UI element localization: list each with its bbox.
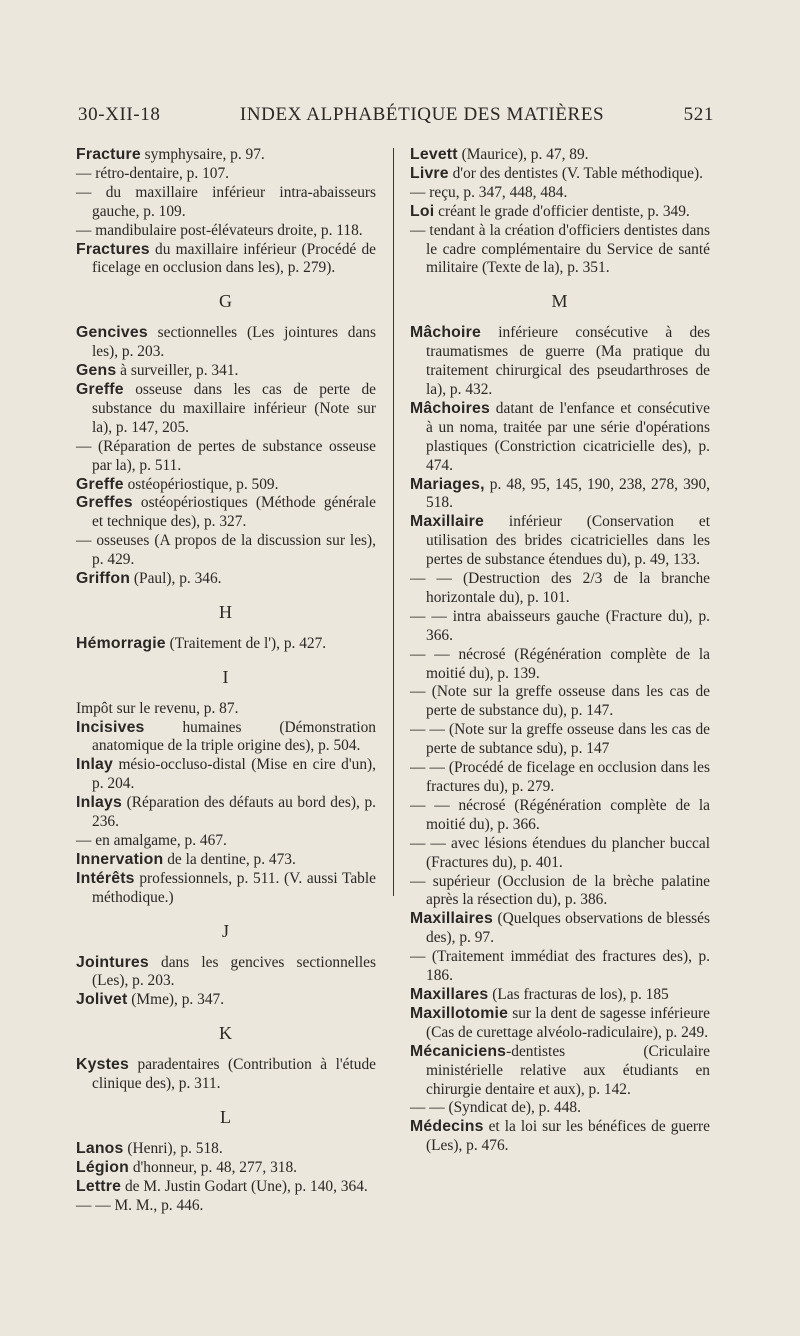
index-entry [410,646,710,684]
entry-headword: Jolivet [76,991,128,1009]
entry-text: — en amalgame, p. 467. [76,832,227,849]
section-letter: I [222,666,230,687]
index-entry [410,1099,710,1118]
entry-text: paradentaires (Contribution à l'étude clinique des), p. 311. [92,1056,376,1093]
index-entry [410,721,710,759]
index-entry [410,400,710,476]
index-entry [76,241,376,279]
index-entry [76,954,376,992]
entry-headword: Fractures [76,240,150,258]
index-entry [410,222,710,279]
entry-text: inférieur (Conservation et utilisation des brides cicatricielles dans les pertes de substance étendues du), p. 49, 133. [426,513,710,569]
entry-text: — — nécrosé (Régénération complète de la moitié du), p. 366. [410,796,710,833]
index-entry [76,1056,376,1094]
index-entry [410,910,710,948]
entry-text: à surveiller, p. 341. [116,362,239,380]
entry-headword: Gens [76,362,117,380]
entry-text: ostéopériostiques (Méthode générale et technique des), p. 327. [92,494,376,531]
entry-headword: Inlay [76,756,113,774]
index-entry [76,635,376,654]
entry-text: du maxillaire inférieur (Procédé de ficelage en occlusion dans les), p. 279). [92,240,376,277]
entry-headword: Mâchoires [410,399,490,417]
index-entry [76,570,376,589]
entry-headword: Gencives [76,324,148,342]
index-entry [76,438,376,476]
section-letter: G [219,291,233,312]
entry-text: mésio-occluso-distal (Mise en cire d'un), p. 204. [92,756,376,793]
entry-headword: Kystes [76,1056,130,1074]
index-entry [410,570,710,608]
index-entry [410,608,710,646]
index-entry [410,203,710,222]
entry-text: — (Réparation de pertes de substance osseuse par la), p. 511. [76,437,376,474]
index-entry [410,1118,710,1156]
index-entry [410,948,710,986]
entry-text: symphysaire, p. 97. [140,146,265,163]
entry-text: — du maxillaire inférieur intra-abaisseurs gauche, p. 109. [76,183,376,220]
index-entry [76,719,376,757]
entry-text: — (Traitement immédiat des fractures des), p. 186. [410,948,710,985]
entry-headword: Lettre [76,1177,122,1195]
section-letter: J [221,920,230,941]
index-entry [410,835,710,873]
entry-text: — (Note sur la greffe osseuse dans les cas de perte de substance du), p. 147. [410,683,710,720]
right-column [410,146,710,1156]
section-letter: K [219,1023,233,1044]
index-entry [410,165,710,184]
entry-text: d'or des dentistes (V. Table méthodique). [448,164,703,182]
entry-text: — reçu, p. 347, 448, 484. [410,183,568,201]
section-letter: M [551,291,569,312]
entry-text: — — (Destruction des 2/3 de la branche horizontale du), p. 101. [410,570,710,606]
index-entry [410,324,710,400]
entry-text: datant de l'enfance et consécutive à un noma, traitée par une série d'opérations plastiques (Constriction cicatricielle des), p. 474. [426,399,710,474]
page-number: 521 [683,104,714,125]
entry-text: (Réparation des défauts au bord des), p. 236. [92,794,376,831]
entry-headword: Mécaniciens [410,1042,507,1060]
entry-headword: Greffes [76,494,133,512]
entry-headword: Inlays [76,794,122,812]
index-entry [76,476,376,495]
index-entry [76,494,376,532]
entry-headword: Levett [410,146,458,163]
index-entry [76,991,376,1010]
entry-text: Impôt sur le revenu, p. 87. [76,699,239,717]
index-entry [76,870,376,908]
index-entry [410,184,710,203]
entry-text: humaines (Démonstration anatomique de la triple origine des), p. 504. [92,718,376,755]
entry-text: — — (Syndicat de), p. 448. [410,1099,581,1117]
entry-text: ostéopériostique, p. 509. [123,475,279,493]
entry-headword: Mariages, [410,475,485,493]
entry-headword: Maxillares [410,985,489,1003]
entry-text: d'honneur, p. 48, 277, 318. [128,1158,298,1176]
index-entry [410,797,710,835]
entry-text: — rétro-dentaire, p. 107. [76,164,229,182]
entry-text: créant le grade d'officier dentiste, p. 349. [434,202,690,220]
entry-text: — — intra abaisseurs gauche (Fracture du), p. 366. [410,607,710,644]
entry-headword: Maxillotomie [410,1004,509,1022]
index-entry [76,700,376,719]
entry-text: de la dentine, p. 473. [163,850,296,868]
index-entry [76,832,376,851]
index-entry [410,986,710,1005]
left-column [76,146,376,1216]
index-entry [410,873,710,911]
index-entry [76,1197,376,1216]
entry-headword: Innervation [76,850,164,868]
entry-headword: Légion [76,1158,129,1176]
entry-headword: Greffe [76,380,124,398]
entry-text: (Paul), p. 346. [130,570,222,588]
entry-text: — osseuses (A propos de la discussion sur les), p. 429. [76,532,376,569]
entry-headword: Maxillaires [410,910,493,928]
entry-text: p. 48, 95, 145, 190, 238, 278, 390, 518. [426,475,710,512]
entry-text: — — M. M., p. 446. [76,1196,204,1214]
entry-headword: Maxillaire [410,513,485,531]
entry-text: — mandibulaire post-élévateurs droite, p. 118. [76,221,363,239]
index-entry [76,851,376,870]
index-entry [410,683,710,721]
entry-headword: Incisives [76,718,145,736]
entry-text: (Quelques observations de blessés des), p. 97. [426,910,710,947]
entry-text: (Henri), p. 518. [123,1139,223,1157]
header-date: 30-XII-18 [78,104,161,125]
index-entry [76,324,376,362]
index-entry [76,165,376,184]
entry-text: — — nécrosé (Régénération complète de la moitié du), p. 139. [410,645,710,682]
entry-headword: Jointures [76,953,149,971]
entry-text: — — avec lésions étendues du plancher buccal (Fractures du), p. 401. [410,834,710,871]
entry-text: dans les gencives sectionnelles (Les), p. 203. [92,953,376,990]
index-entry [76,362,376,381]
index-entry [76,532,376,570]
index-entry [410,1005,710,1043]
entry-text: et la loi sur les bénéfices de guerre (Les), p. 476. [426,1118,710,1155]
index-entry [76,381,376,438]
entry-headword: Lanos [76,1139,124,1157]
index-entry [410,513,710,570]
section-letter: L [220,1106,232,1127]
index-entry [76,1178,376,1197]
entry-headword: Mâchoire [410,324,481,342]
section-letter: H [219,601,233,622]
index-entry [410,759,710,797]
entry-text: sur la dent de sagesse inférieure (Cas de curettage alvéolo-radiculaire), p. 249. [426,1004,710,1041]
entry-headword: Loi [410,202,435,220]
entry-text: inférieure consécutive à des traumatismes de guerre (Ma pratique du traitement chirurgical des pseudarthroses de la), p. 432. [426,324,710,398]
entry-headword: Médecins [410,1118,484,1136]
entry-text: (Traitement de l'), p. 427. [165,634,327,652]
entry-text: -dentistes (Criculaire ministérielle relative aux étudiants en chirurgie dentaire et aux), p. 142. [426,1042,710,1098]
index-entry [76,1140,376,1159]
index-entry [410,476,710,514]
entry-headword: Intérêts [76,869,135,887]
entry-text: (Mme), p. 347. [127,991,225,1009]
header-title: INDEX ALPHABÉTIQUE DES MATIÈRES [239,104,605,125]
entry-text: professionnels, p. 511. (V. aussi Table méthodique.) [92,869,376,906]
index-entry [76,222,376,241]
entry-headword: Griffon [76,570,131,588]
entry-headword: Fracture [76,146,141,163]
column-divider [393,148,394,896]
entry-text: (Las fracturas de los), p. 185 [488,985,669,1003]
entry-text: — — (Procédé de ficelage en occlusion dans les fractures du), p. 279. [410,759,710,795]
entry-text: osseuse dans les cas de perte de substance du maxillaire inférieur (Note sur la), p. 147, 205. [92,380,376,436]
entry-text: (Maurice), p. 47, 89. [457,146,589,163]
entry-text: — — (Note sur la greffe osseuse dans les cas de perte de subtance sdu), p. 147 [410,721,710,758]
index-entry [76,184,376,222]
entry-headword: Livre [410,164,449,182]
entry-text: — supérieur (Occlusion de la brèche palatine après la résection du), p. 386. [410,872,710,909]
index-entry [76,756,376,794]
entry-headword: Greffe [76,475,124,493]
index-entry [76,794,376,832]
index-entry [410,1043,710,1100]
index-entry [76,146,376,165]
running-header [78,104,714,134]
entry-text: sectionnelles (Les jointures dans les), p. 203. [92,324,376,361]
entry-headword: Hémorragie [76,634,166,652]
index-entry [76,1159,376,1178]
entry-text: — tendant à la création d'officiers dentistes dans le cadre complémentaire du Service de santé militaire (Texte de la), p. 351. [410,221,710,277]
index-entry [410,146,710,165]
entry-text: de M. Justin Godart (Une), p. 140, 364. [121,1177,368,1195]
